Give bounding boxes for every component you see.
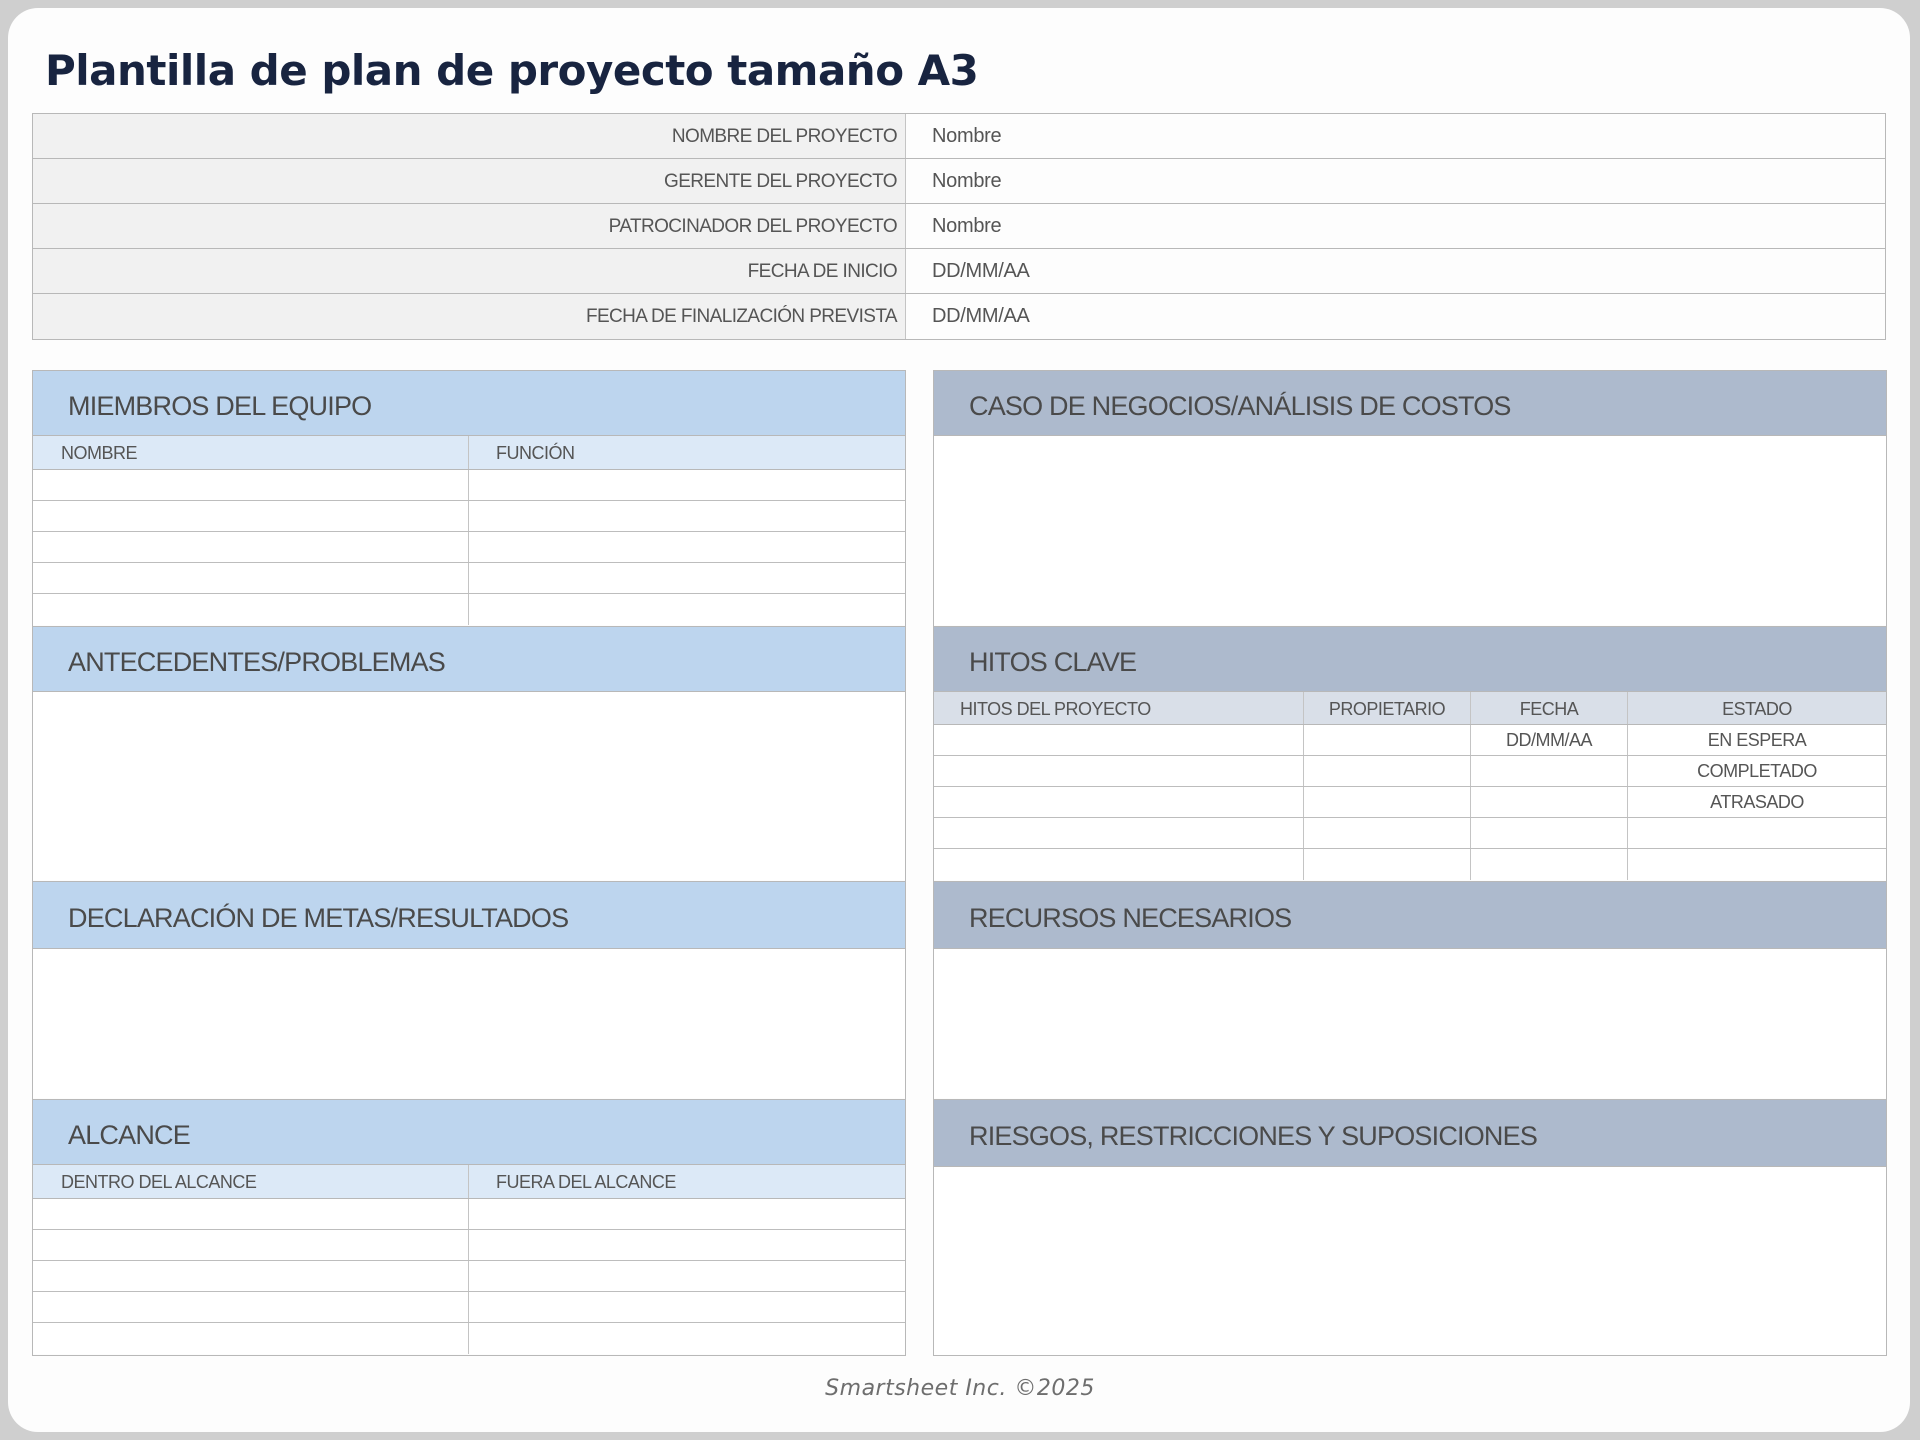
start-date-field[interactable]: DD/MM/AA (932, 260, 1030, 282)
in-scope-cell[interactable] (33, 1230, 469, 1260)
section-header: DECLARACIÓN DE METAS/RESULTADOS (33, 881, 905, 949)
goals-text-area[interactable] (33, 949, 905, 1098)
table-row (33, 594, 905, 625)
column-header-owner: PROPIETARIO (1304, 692, 1471, 724)
out-of-scope-cell[interactable] (469, 1292, 905, 1322)
owner-cell[interactable] (1304, 818, 1471, 848)
info-label: PATROCINADOR DEL PROYECTO (33, 204, 906, 248)
section-header: HITOS CLAVE (934, 626, 1886, 692)
status-cell[interactable]: EN ESPERA (1707, 730, 1807, 750)
section-header: RECURSOS NECESARIOS (934, 881, 1886, 949)
info-row-end-date (33, 294, 1885, 339)
status-cell[interactable] (1628, 849, 1886, 880)
table-row (934, 849, 1886, 880)
date-cell[interactable] (1471, 849, 1628, 880)
column-header-name: NOMBRE (33, 436, 469, 469)
background-text-area[interactable] (33, 692, 905, 880)
footer-copyright: Smartsheet Inc. ©2025 (825, 1376, 1095, 1401)
team-role-cell[interactable] (469, 594, 905, 625)
table-row (33, 1261, 905, 1292)
table-row (33, 470, 905, 501)
team-role-cell[interactable] (469, 501, 905, 531)
table-row (934, 787, 1886, 818)
table-row (33, 1199, 905, 1230)
info-label: GERENTE DEL PROYECTO (33, 159, 906, 203)
section-header: CASO DE NEGOCIOS/ANÁLISIS DE COSTOS (934, 370, 1886, 436)
table-row (33, 1323, 905, 1354)
business-case-text-area[interactable] (934, 436, 1886, 625)
key-milestones-section (934, 626, 1886, 881)
out-of-scope-cell[interactable] (469, 1230, 905, 1260)
section-header: ANTECEDENTES/PROBLEMAS (33, 626, 905, 692)
out-of-scope-cell[interactable] (469, 1261, 905, 1291)
table-row (33, 532, 905, 563)
team-name-cell[interactable] (33, 501, 469, 531)
date-cell[interactable] (1471, 756, 1628, 786)
team-name-cell[interactable] (33, 470, 469, 500)
date-cell[interactable] (1471, 818, 1628, 848)
in-scope-cell[interactable] (33, 1323, 469, 1354)
team-name-cell[interactable] (33, 563, 469, 593)
table-row (934, 725, 1886, 756)
column-header-role: FUNCIÓN (496, 443, 575, 463)
info-label: FECHA DE INICIO (33, 249, 906, 293)
info-row-project-name (33, 114, 1885, 159)
right-column (933, 370, 1887, 1356)
business-case-section (934, 370, 1886, 626)
column-header-in-scope: DENTRO DEL ALCANCE (33, 1165, 469, 1198)
info-label: FECHA DE FINALIZACIÓN PREVISTA (33, 294, 906, 339)
resources-section (934, 881, 1886, 1099)
resources-text-area[interactable] (934, 949, 1886, 1098)
risks-text-area[interactable] (934, 1167, 1886, 1355)
section-header: ALCANCE (33, 1099, 905, 1165)
column-header-status: ESTADO (1722, 699, 1792, 719)
team-role-cell[interactable] (469, 563, 905, 593)
status-cell[interactable]: COMPLETADO (1697, 761, 1817, 781)
milestone-cell[interactable] (934, 849, 1304, 880)
milestone-cell[interactable] (934, 756, 1304, 786)
column-header-milestone: HITOS DEL PROYECTO (934, 692, 1304, 724)
table-row (934, 756, 1886, 787)
project-sponsor-field[interactable]: Nombre (932, 215, 1002, 237)
in-scope-cell[interactable] (33, 1261, 469, 1291)
scope-table-header (33, 1165, 905, 1199)
date-cell[interactable]: DD/MM/AA (1471, 725, 1628, 755)
section-header: MIEMBROS DEL EQUIPO (33, 370, 905, 436)
team-table-header (33, 436, 905, 470)
end-date-field[interactable]: DD/MM/AA (932, 305, 1030, 327)
info-label: NOMBRE DEL PROYECTO (33, 114, 906, 158)
goals-results-section (33, 881, 905, 1099)
project-name-field[interactable]: Nombre (932, 125, 1002, 147)
table-row (33, 501, 905, 532)
milestones-table-header (934, 692, 1886, 725)
section-header: RIESGOS, RESTRICCIONES Y SUPOSICIONES (934, 1099, 1886, 1167)
project-manager-field[interactable]: Nombre (932, 170, 1002, 192)
status-cell[interactable] (1628, 818, 1886, 848)
status-cell[interactable]: ATRASADO (1710, 792, 1804, 812)
team-members-section (33, 370, 905, 626)
risks-section (934, 1099, 1886, 1356)
milestone-cell[interactable] (934, 787, 1304, 817)
out-of-scope-cell[interactable] (469, 1199, 905, 1229)
in-scope-cell[interactable] (33, 1292, 469, 1322)
column-header-date: FECHA (1471, 692, 1628, 724)
column-header-out-of-scope: FUERA DEL ALCANCE (496, 1172, 676, 1192)
owner-cell[interactable] (1304, 725, 1471, 755)
team-role-cell[interactable] (469, 470, 905, 500)
info-row-start-date (33, 249, 1885, 294)
scope-section (33, 1099, 905, 1356)
owner-cell[interactable] (1304, 787, 1471, 817)
in-scope-cell[interactable] (33, 1199, 469, 1229)
page-title: Plantilla de plan de proyecto tamaño A3 (45, 46, 979, 95)
info-row-project-manager (33, 159, 1885, 204)
left-column (32, 370, 906, 1356)
project-info-table (32, 113, 1886, 340)
out-of-scope-cell[interactable] (469, 1323, 905, 1354)
background-problems-section (33, 626, 905, 881)
team-name-cell[interactable] (33, 532, 469, 562)
table-row (33, 563, 905, 594)
team-role-cell[interactable] (469, 532, 905, 562)
owner-cell[interactable] (1304, 756, 1471, 786)
info-row-project-sponsor (33, 204, 1885, 249)
owner-cell[interactable] (1304, 849, 1471, 880)
table-row (33, 1230, 905, 1261)
date-cell[interactable] (1471, 787, 1628, 817)
milestone-cell[interactable] (934, 818, 1304, 848)
milestone-cell[interactable] (934, 725, 1304, 755)
table-row (934, 818, 1886, 849)
team-name-cell[interactable] (33, 594, 469, 625)
table-row (33, 1292, 905, 1323)
